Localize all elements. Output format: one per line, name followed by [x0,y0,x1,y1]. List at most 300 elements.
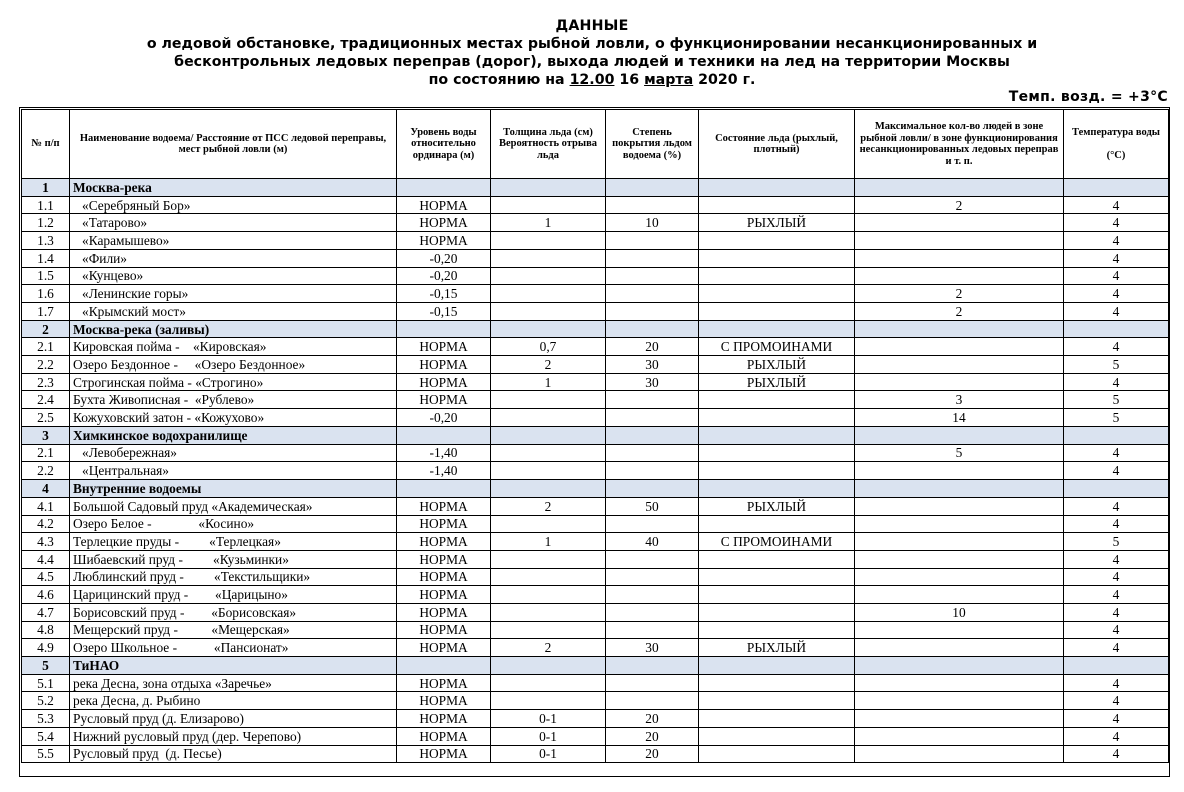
cell-temp: 4 [1064,745,1169,763]
cell-state [699,515,855,533]
cell-thick [491,409,606,427]
cell-num: 4.6 [22,586,70,604]
table-row [22,515,1169,533]
section-empty-cell [1064,657,1169,675]
cell-name: «Фили» [70,249,397,267]
table-row [22,603,1169,621]
cell-num: 4.9 [22,639,70,657]
cell-num: 5.5 [22,745,70,763]
section-empty-cell [855,657,1064,675]
cell-state [699,196,855,214]
cell-cov [606,409,699,427]
col-header-coverage: Степень покрытия льдом водоема (%) [606,110,699,179]
section-row [22,426,1169,444]
cell-state: С ПРОМОИНАМИ [699,533,855,551]
section-empty-cell [699,320,855,338]
cell-name: Кировская пойма - «Кировская» [70,338,397,356]
section-number: 3 [22,426,70,444]
section-empty-cell [699,179,855,197]
table-row [22,550,1169,568]
section-empty-cell [491,179,606,197]
cell-temp: 4 [1064,285,1169,303]
cell-people [855,692,1064,710]
cell-level: -0,15 [397,302,491,320]
cell-name: Нижний русловый пруд (дер. Черепово) [70,727,397,745]
col-header-thickness: Толщина льда (см) Вероятность отрыва льда [491,110,606,179]
cell-thick [491,515,606,533]
document-title: ДАННЫЕ [555,18,629,34]
cell-temp: 4 [1064,214,1169,232]
section-empty-cell [606,426,699,444]
section-empty-cell [606,657,699,675]
cell-cov [606,232,699,250]
cell-state: С ПРОМОИНАМИ [699,338,855,356]
section-empty-cell [491,320,606,338]
cell-name: Люблинский пруд - «Текстильщики» [70,568,397,586]
table-row [22,745,1169,763]
cell-people [855,338,1064,356]
cell-name: «Серебряный Бор» [70,196,397,214]
section-empty-cell [855,179,1064,197]
table-row [22,444,1169,462]
table-row [22,302,1169,320]
cell-level: НОРМА [397,745,491,763]
cell-num: 5.2 [22,692,70,710]
cell-people: 5 [855,444,1064,462]
cell-num: 5.1 [22,674,70,692]
cell-state [699,409,855,427]
cell-name: «Ленинские горы» [70,285,397,303]
cell-level: НОРМА [397,692,491,710]
cell-cov [606,621,699,639]
cell-people [855,727,1064,745]
cell-temp: 4 [1064,603,1169,621]
cell-cov [606,302,699,320]
cell-thick [491,586,606,604]
cell-temp: 4 [1064,692,1169,710]
cell-people [855,533,1064,551]
cell-thick [491,568,606,586]
cell-state: РЫХЛЫЙ [699,214,855,232]
cell-thick [491,444,606,462]
cell-name: «Карамышево» [70,232,397,250]
cell-state [699,550,855,568]
section-number: 5 [22,657,70,675]
cell-state [699,745,855,763]
cell-num: 5.4 [22,727,70,745]
cell-name: Бухта Живописная - «Рублево» [70,391,397,409]
cell-temp: 4 [1064,710,1169,728]
cell-thick [491,603,606,621]
cell-cov: 50 [606,497,699,515]
table-row [22,409,1169,427]
section-title: Химкинское водохранилище [70,426,397,444]
cell-cov: 10 [606,214,699,232]
cell-people [855,214,1064,232]
table-row [22,533,1169,551]
cell-num: 1.7 [22,302,70,320]
document-subtitle-line-2: бесконтрольных ледовых переправ (дорог), выхода людей и техники на лед на территории Москвы [174,54,1010,70]
cell-thick: 2 [491,639,606,657]
section-number: 4 [22,480,70,498]
cell-thick [491,249,606,267]
cell-level: НОРМА [397,603,491,621]
cell-level: НОРМА [397,232,491,250]
cell-level: НОРМА [397,639,491,657]
cell-level: НОРМА [397,196,491,214]
cell-state [699,391,855,409]
cell-num: 2.2 [22,462,70,480]
cell-temp: 4 [1064,568,1169,586]
section-empty-cell [855,426,1064,444]
cell-num: 5.3 [22,710,70,728]
cell-people [855,639,1064,657]
cell-name: Царицинский пруд - «Царицыно» [70,586,397,604]
col-header-people: Максимальное кол-во людей в зоне рыбной ловли/ в зоне функционирования несанкционированных ледовых переправ и т. п. [855,110,1064,179]
table-row [22,674,1169,692]
table-row [22,214,1169,232]
cell-people: 2 [855,196,1064,214]
cell-cov: 20 [606,745,699,763]
cell-state: РЫХЛЫЙ [699,373,855,391]
table-row [22,249,1169,267]
cell-name: Терлецкие пруды - «Терлецкая» [70,533,397,551]
cell-people [855,674,1064,692]
cell-people [855,621,1064,639]
cell-level: НОРМА [397,533,491,551]
document-subtitle-line-1: о ледовой обстановке, традиционных местах рыбной ловли, о функционировании несанкционированных и [146,36,1038,52]
section-empty-cell [1064,320,1169,338]
table-row [22,373,1169,391]
cell-thick [491,692,606,710]
cell-temp: 4 [1064,497,1169,515]
cell-num: 2.1 [22,338,70,356]
cell-thick [491,285,606,303]
cell-level: НОРМА [397,621,491,639]
cell-level: -1,40 [397,444,491,462]
cell-thick: 0-1 [491,727,606,745]
section-empty-cell [491,657,606,675]
section-empty-cell [606,320,699,338]
cell-people [855,586,1064,604]
cell-num: 1.4 [22,249,70,267]
date-prefix: по состоянию на [428,72,570,88]
section-row [22,179,1169,197]
cell-thick [491,267,606,285]
col-header-level: Уровень воды относительно ординара (м) [397,110,491,179]
cell-level: НОРМА [397,674,491,692]
cell-thick [491,391,606,409]
cell-level: -1,40 [397,462,491,480]
col-header-state: Состояние льда (рыхлый, плотный) [699,110,855,179]
water-temp-label: Температура воды [1072,126,1160,138]
cell-thick: 1 [491,214,606,232]
section-number: 2 [22,320,70,338]
cell-num: 2.4 [22,391,70,409]
table-row [22,196,1169,214]
cell-cov [606,462,699,480]
cell-state [699,603,855,621]
cell-num: 4.8 [22,621,70,639]
cell-level: НОРМА [397,391,491,409]
cell-level: -0,20 [397,409,491,427]
water-temp-unit: (°С) [1106,149,1126,161]
cell-temp: 4 [1064,249,1169,267]
section-title: Москва-река [70,179,397,197]
cell-temp: 5 [1064,409,1169,427]
table-row [22,568,1169,586]
cell-level: -0,20 [397,267,491,285]
section-empty-cell [397,320,491,338]
table-row [22,338,1169,356]
cell-num: 4.1 [22,497,70,515]
cell-level: НОРМА [397,710,491,728]
cell-state [699,674,855,692]
cell-num: 1.6 [22,285,70,303]
cell-state [699,444,855,462]
cell-name: река Десна, зона отдыха «Заречье» [70,674,397,692]
section-empty-cell [1064,426,1169,444]
section-empty-cell [606,480,699,498]
cell-cov [606,249,699,267]
table-row [22,232,1169,250]
cell-temp: 4 [1064,639,1169,657]
cell-state [699,302,855,320]
cell-num: 2.3 [22,373,70,391]
cell-cov: 20 [606,710,699,728]
cell-cov [606,568,699,586]
cell-level: НОРМА [397,586,491,604]
cell-temp: 5 [1064,533,1169,551]
cell-name: «Крымский мост» [70,302,397,320]
cell-thick: 0-1 [491,745,606,763]
table-row [22,462,1169,480]
section-number: 1 [22,179,70,197]
cell-temp: 4 [1064,267,1169,285]
cell-name: Большой Садовый пруд «Академическая» [70,497,397,515]
cell-people: 14 [855,409,1064,427]
cell-thick: 0,7 [491,338,606,356]
cell-thick [491,674,606,692]
cell-temp: 4 [1064,515,1169,533]
section-empty-cell [397,480,491,498]
air-temperature: Темп. возд. = +3°С [1008,89,1168,105]
cell-thick: 1 [491,533,606,551]
cell-state [699,232,855,250]
cell-level: -0,15 [397,285,491,303]
table-row [22,391,1169,409]
cell-people [855,497,1064,515]
cell-people [855,462,1064,480]
document-header [0,17,1184,89]
cell-cov: 20 [606,338,699,356]
cell-people: 2 [855,285,1064,303]
report-month: марта [644,72,694,88]
col-header-water-temp [1064,110,1169,179]
col-header-name: Наименование водоема/ Расстояние от ПСС ледовой переправы, мест рыбной ловли (м) [70,110,397,179]
cell-name: Мещерский пруд - «Мещерская» [70,621,397,639]
table-row [22,692,1169,710]
cell-people [855,267,1064,285]
report-year: 2020 г. [693,72,756,88]
cell-num: 4.4 [22,550,70,568]
cell-level: -0,20 [397,249,491,267]
cell-state [699,285,855,303]
cell-temp: 4 [1064,674,1169,692]
cell-thick [491,232,606,250]
cell-num: 2.1 [22,444,70,462]
cell-temp: 4 [1064,462,1169,480]
cell-cov [606,515,699,533]
table-header-row [22,110,1169,179]
cell-name: «Левобережная» [70,444,397,462]
section-empty-cell [855,320,1064,338]
cell-temp: 4 [1064,727,1169,745]
cell-level: НОРМА [397,497,491,515]
cell-state [699,727,855,745]
cell-cov [606,267,699,285]
cell-temp: 5 [1064,356,1169,374]
cell-temp: 4 [1064,550,1169,568]
section-row [22,480,1169,498]
cell-cov [606,196,699,214]
cell-name: Озеро Белое - «Косино» [70,515,397,533]
cell-num: 1.5 [22,267,70,285]
cell-people [855,710,1064,728]
cell-people [855,232,1064,250]
cell-cov [606,692,699,710]
section-empty-cell [397,426,491,444]
cell-name: Борисовский пруд - «Борисовская» [70,603,397,621]
cell-people: 3 [855,391,1064,409]
cell-temp: 4 [1064,232,1169,250]
cell-num: 2.2 [22,356,70,374]
table-row [22,586,1169,604]
cell-people [855,550,1064,568]
cell-name: Озеро Бездонное - «Озеро Бездонное» [70,356,397,374]
cell-people [855,745,1064,763]
section-empty-cell [699,480,855,498]
cell-num: 1.3 [22,232,70,250]
cell-num: 4.7 [22,603,70,621]
section-empty-cell [1064,480,1169,498]
cell-name: Русловый пруд (д. Елизарово) [70,710,397,728]
table-row [22,621,1169,639]
cell-name: река Десна, д. Рыбино [70,692,397,710]
section-empty-cell [397,657,491,675]
cell-state [699,621,855,639]
cell-num: 4.3 [22,533,70,551]
cell-temp: 5 [1064,391,1169,409]
cell-people [855,249,1064,267]
cell-people: 2 [855,302,1064,320]
cell-name: Шибаевский пруд - «Кузьминки» [70,550,397,568]
cell-thick [491,550,606,568]
cell-cov: 30 [606,356,699,374]
cell-state [699,692,855,710]
cell-level: НОРМА [397,550,491,568]
cell-cov [606,586,699,604]
cell-level: НОРМА [397,568,491,586]
cell-name: «Татарово» [70,214,397,232]
cell-level: НОРМА [397,214,491,232]
cell-people: 10 [855,603,1064,621]
cell-num: 1.2 [22,214,70,232]
cell-temp: 4 [1064,196,1169,214]
cell-cov [606,674,699,692]
cell-num: 2.5 [22,409,70,427]
cell-state: РЫХЛЫЙ [699,639,855,657]
cell-level: НОРМА [397,515,491,533]
cell-cov: 30 [606,373,699,391]
cell-state: РЫХЛЫЙ [699,497,855,515]
cell-thick: 2 [491,497,606,515]
table-row [22,497,1169,515]
section-row [22,657,1169,675]
cell-temp: 4 [1064,444,1169,462]
cell-num: 4.5 [22,568,70,586]
cell-thick [491,302,606,320]
cell-state [699,710,855,728]
cell-thick: 1 [491,373,606,391]
cell-people [855,373,1064,391]
cell-name: Кожуховский затон - «Кожухово» [70,409,397,427]
cell-state [699,267,855,285]
cell-name: Озеро Школьное - «Пансионат» [70,639,397,657]
cell-level: НОРМА [397,356,491,374]
cell-temp: 4 [1064,373,1169,391]
cell-cov [606,550,699,568]
cell-name: Русловый пруд (д. Песье) [70,745,397,763]
table-row [22,285,1169,303]
cell-level: НОРМА [397,338,491,356]
cell-cov: 30 [606,639,699,657]
cell-name: «Центральная» [70,462,397,480]
section-empty-cell [855,480,1064,498]
table-body [22,179,1169,763]
cell-people [855,356,1064,374]
cell-cov [606,444,699,462]
cell-cov [606,603,699,621]
cell-cov [606,285,699,303]
cell-temp: 4 [1064,586,1169,604]
cell-people [855,568,1064,586]
cell-thick: 0-1 [491,710,606,728]
section-empty-cell [491,426,606,444]
cell-state [699,249,855,267]
cell-thick [491,196,606,214]
cell-temp: 4 [1064,302,1169,320]
report-time: 12.00 [569,72,615,88]
section-empty-cell [699,426,855,444]
table-row [22,639,1169,657]
report-day: 16 [614,72,645,88]
cell-cov: 40 [606,533,699,551]
cell-thick: 2 [491,356,606,374]
section-title: Внутренние водоемы [70,480,397,498]
cell-state: РЫХЛЫЙ [699,356,855,374]
section-empty-cell [699,657,855,675]
cell-level: НОРМА [397,727,491,745]
table-row [22,710,1169,728]
document-date-line [0,71,1184,89]
cell-thick [491,621,606,639]
cell-level: НОРМА [397,373,491,391]
cell-state [699,462,855,480]
section-empty-cell [606,179,699,197]
table-row [22,267,1169,285]
section-title: Москва-река (заливы) [70,320,397,338]
